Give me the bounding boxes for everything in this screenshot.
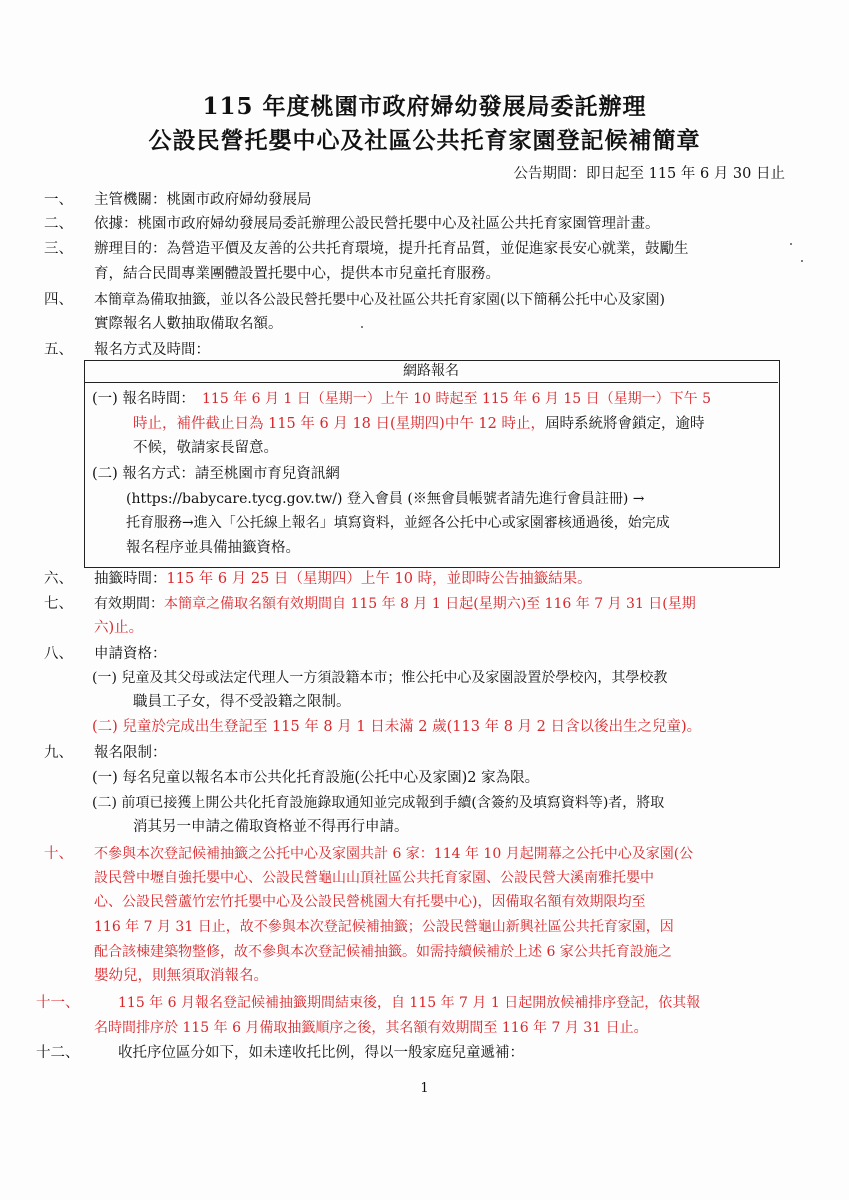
sec10-red-line-1: 不參與本次登記候補抽籤之公托中心及家園共計 6 家：114 年 10 月起開幕之公托中心及家園(公	[94, 846, 694, 862]
sec6-number: 六、	[44, 571, 73, 587]
sec1-number: 一、	[44, 192, 73, 208]
sec9-item2-line1: (二) 前項已接獲上開公共化托育設施錄取通知並完成報到手續(含簽約及填寫資料等)者，將取	[92, 795, 665, 811]
scan-speck	[361, 326, 363, 328]
sec2-text: 依據：桃園市政府婦幼發展局委託辦理公設民營托嬰中心及社區公共托育家園管理計畫。	[94, 216, 660, 232]
sec7-line-1	[94, 594, 696, 614]
sec7-red-line-1: 本簡章之備取名額有效期間自 115 年 8 月 1 日起(星期六)至 116 年 7 月 31 日(星期	[164, 596, 696, 612]
box-item2-url-line: (https://babycare.tycg.gov.tw/) 登入會員 (※無會員帳號者請先進行會員註冊) →	[126, 491, 645, 507]
sec8-item1-line2: 職員工子女，得不受設籍之限制。	[133, 694, 351, 710]
box-item1-lock-note: 屆時系統將會鎖定，逾時	[545, 416, 705, 432]
sec11-number: 十一、	[36, 995, 80, 1011]
sec6-line	[94, 569, 592, 589]
box-item1-time-red: 115 年 6 月 1 日（星期一）上午 10 時起至 115 年 6 月 15 日（星期一）下午 5	[202, 391, 712, 407]
sec8-item1-line1: (一) 兒童及其父母或法定代理人一方須設籍本市；惟公托中心及家園設置於學校內，其學校教	[92, 670, 668, 686]
box-item1-line3: 不候，敬請家長留意。	[133, 440, 278, 456]
sec9-text: 報名限制：	[94, 745, 167, 761]
title-line-2: 公設民營托嬰中心及社區公共托育家園登記候補簡章	[148, 127, 701, 154]
sec8-number: 八、	[44, 646, 73, 662]
sec9-item1: (一) 每名兒童以報名本市公共化托育設施(公托中心及家園)2 家為限。	[92, 770, 540, 786]
sec10-red-line-4: 116 年 7 月 31 日止，故不參與本次登記候補抽籤；公設民營龜山新興社區公共托育家園，因	[94, 919, 674, 935]
sec8-item2-red: (二) 兒童於完成出生登記至 115 年 8 月 1 日未滿 2 歲(113 年 8 月 2 日含以後出生之兒童)。	[92, 719, 702, 735]
sec5-text: 報名方式及時間：	[94, 342, 210, 358]
sec3-line-2: 育，結合民間專業團體設置托嬰中心，提供本市兒童托育服務。	[94, 266, 500, 282]
sec4-line-2: 實際報名人數抽取備取名額。	[94, 316, 283, 332]
scan-speck	[801, 260, 803, 262]
sec4-line-1: 本簡章為備取抽籤，並以各公設民營托嬰中心及社區公共托育家園(以下簡稱公托中心及家園)	[94, 292, 665, 308]
sec9-item2-line2: 消其另一申請之備取資格並不得再行申請。	[133, 819, 409, 835]
sec5-number: 五、	[44, 342, 73, 358]
box-header: 網路報名	[84, 361, 778, 383]
sec9-number: 九、	[44, 745, 73, 761]
sec7-number: 七、	[44, 596, 73, 612]
box-item2-line4: 報名程序並具備抽籤資格。	[126, 540, 300, 556]
sec10-red-line-5: 配合該棟建築物整修，故不參與本次登記候補抽籤。如需持續候補於上述 6 家公共托育設施之	[94, 944, 672, 960]
notice-period: 公告期間：即日起至 115 年 6 月 30 日止	[513, 166, 785, 182]
sec8-text: 申請資格：	[94, 646, 167, 662]
sec4-number: 四、	[44, 292, 73, 308]
box-item1-deadline-red: 時止，補件截止日為 115 年 6 月 18 日(星期四)中午 12 時止，	[133, 416, 545, 432]
sec1-text: 主管機關：桃園市政府婦幼發展局	[94, 192, 312, 208]
sec10-red-line-2: 設民營中壢自強托嬰中心、公設民營龜山山頂社區公共托育家園、公設民營大溪南雅托嬰中	[94, 870, 654, 886]
scan-speck	[790, 243, 792, 245]
sec3-number: 三、	[44, 241, 73, 257]
sec10-red-line-6: 嬰幼兒，則無須取消報名。	[94, 968, 268, 984]
box-item2-line3: 托育服務→進入「公托線上報名」填寫資料，並經各公托中心或家園審核通過後，始完成	[126, 515, 670, 531]
page-number: 1	[420, 1081, 429, 1096]
box-item2-line1: (二) 報名方式：請至桃園市育兒資訊網	[92, 466, 340, 482]
sec10-red-line-3: 心、公設民營蘆竹宏竹托嬰中心及公設民營桃園大有托嬰中心)，因備取名額有效期限均至	[94, 894, 646, 910]
sec11-red-line-2: 名時間排序於 115 年 6 月備取抽籤順序之後，其名額有效期間至 116 年 7 月 31 日止。	[94, 1020, 648, 1036]
sec11-red-line-1: 115 年 6 月報名登記候補抽籤期間結束後，自 115 年 7 月 1 日起開放候補排序登記，依其報	[118, 995, 701, 1011]
sec2-number: 二、	[44, 216, 73, 232]
sec12-text: 收托序位區分如下，如未達收托比例，得以一般家庭兒童遞補：	[118, 1045, 524, 1061]
sec12-number: 十二、	[36, 1045, 80, 1061]
sec7-label: 有效期間：	[94, 596, 164, 612]
sec10-number: 十、	[44, 846, 73, 862]
sec3-line-1: 辦理目的：為營造平價及友善的公共托育環境，提升托育品質，並促進家長安心就業，鼓勵生	[94, 241, 689, 257]
sec6-red-text: 115 年 6 月 25 日（星期四）上午 10 時，並即時公告抽籤結果。	[166, 571, 592, 587]
title-line-1: 115 年度桃園市政府婦幼發展局委託辦理	[202, 93, 647, 120]
sec7-red-line-2: 六)止。	[94, 620, 144, 636]
sec6-label: 抽籤時間：	[94, 571, 167, 587]
box-item1-label: (一) 報名時間：	[92, 391, 195, 407]
box-item1-line2	[133, 414, 705, 434]
